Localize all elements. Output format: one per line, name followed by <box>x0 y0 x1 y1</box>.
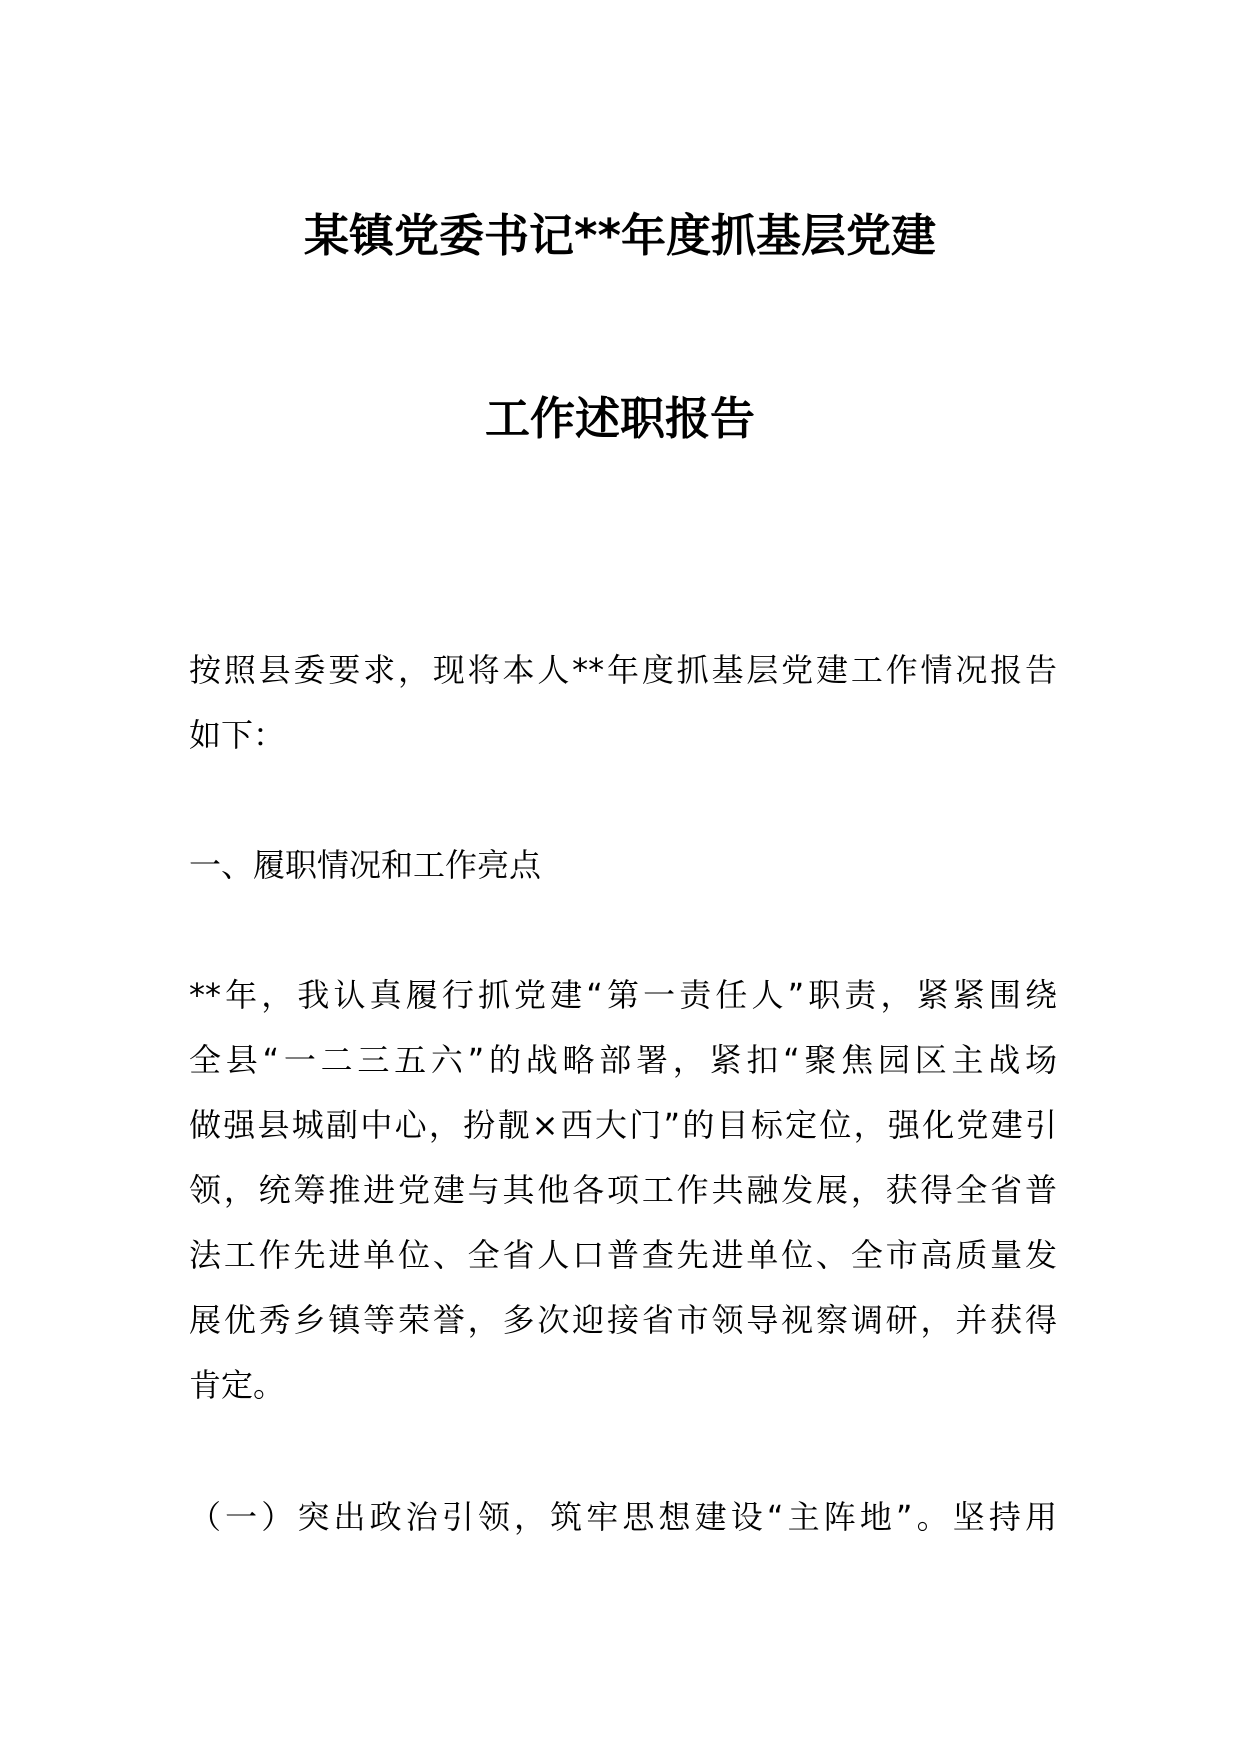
text-line: （一）突出政治引领，筑牢思想建设“主阵地”。坚持用 <box>189 1498 1057 1536</box>
text-line: 全县“一二三五六”的战略部署，紧扣“聚焦园区主战场 <box>189 1041 1057 1079</box>
document-title-line-1: 某镇党委书记**年度抓基层党建 <box>303 209 937 262</box>
body-paragraph <box>189 963 1057 1418</box>
text-line: **年，我认真履行抓党建“第一责任人”职责，紧紧围绕 <box>189 976 1057 1014</box>
intro-paragraph <box>189 638 1057 768</box>
document-title-line-2: 工作述职报告 <box>484 392 755 445</box>
text-line: 如下： <box>189 716 286 754</box>
subsection-paragraph <box>189 1485 1057 1550</box>
text-line: 做强县城副中心，扮靓×西大门”的目标定位，强化党建引 <box>189 1106 1057 1144</box>
section-heading <box>189 833 1057 898</box>
text-line: 肯定。 <box>189 1366 286 1404</box>
text-line: 展优秀乡镇等荣誉，多次迎接省市领导视察调研，并获得 <box>189 1301 1057 1339</box>
text-line: 领，统筹推进党建与其他各项工作共融发展，获得全省普 <box>189 1171 1057 1209</box>
text-line: 按照县委要求，现将本人**年度抓基层党建工作情况报告 <box>189 651 1057 689</box>
text-line: 一、履职情况和工作亮点 <box>189 846 542 884</box>
text-line: 法工作先进单位、全省人口普查先进单位、全市高质量发 <box>189 1236 1057 1274</box>
